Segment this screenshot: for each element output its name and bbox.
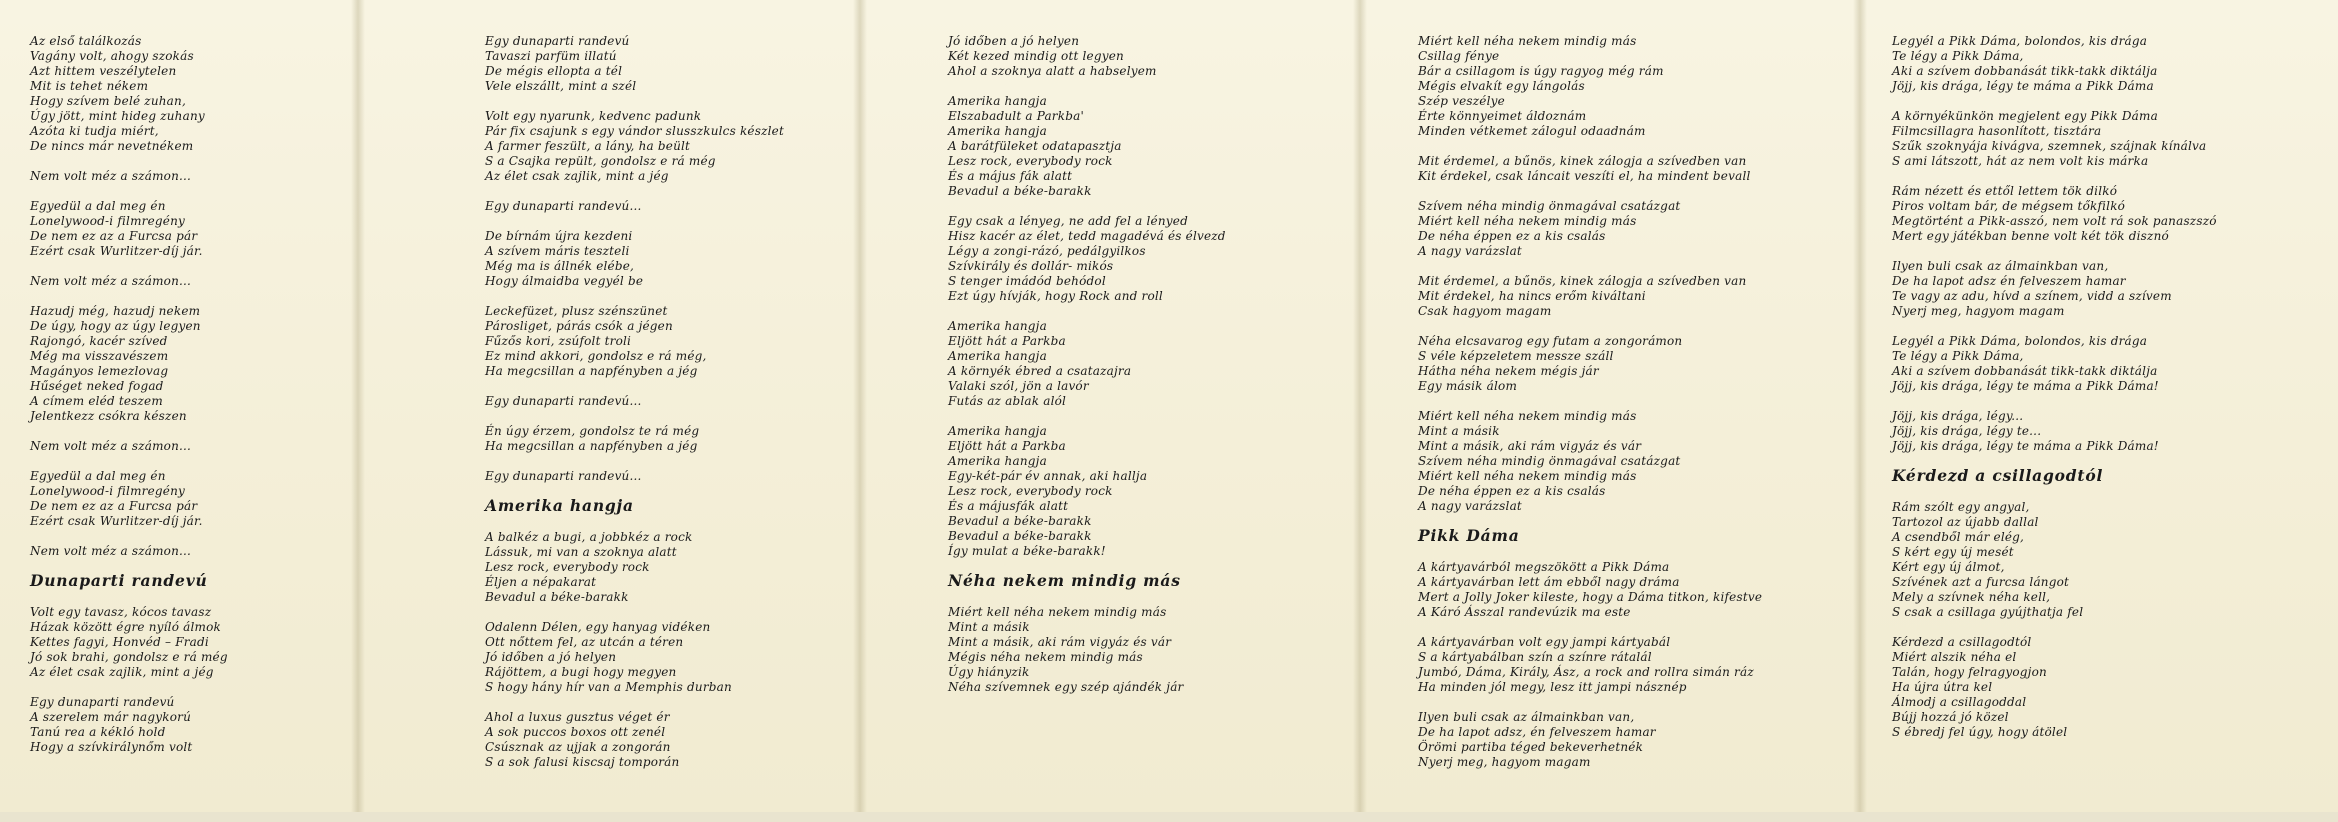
stanza xyxy=(1418,710,1858,770)
stanza xyxy=(485,229,855,289)
stanza xyxy=(1418,34,1858,139)
lyric-line: Ahol a szoknya alatt a habselyem xyxy=(948,64,1157,78)
lyric-line: A Káró Ásszal randevúzik ma este xyxy=(1418,605,1631,619)
song-title: Kérdezd a csillagodtól xyxy=(1892,466,2104,485)
lyric-line: Futás az ablak alól xyxy=(948,394,1067,408)
lyric-line: A kártyavárban lett ám ebből nagy dráma xyxy=(1418,575,1680,589)
lyric-line: Kért egy új álmot, xyxy=(1892,560,2005,574)
stanza-gap xyxy=(485,409,855,424)
stanza-gap xyxy=(1892,244,2332,259)
stanza xyxy=(1418,274,1858,319)
stanza-gap xyxy=(485,94,855,109)
lyric-line: Nem volt méz a számon... xyxy=(30,439,192,453)
lyric-line: Tavaszi parfüm illatú xyxy=(485,49,617,63)
lyric-line: Nyerj meg, hagyom magam xyxy=(1892,304,2065,318)
lyric-line: Azóta ki tudja miért, xyxy=(30,124,159,138)
lyric-line: S ami látszott, hát az nem volt kis márka xyxy=(1892,154,2149,168)
lyric-line: Jöjj, kis drága, légy te máma a Pikk Dáma xyxy=(1892,79,2154,93)
lyric-line: Egy dunaparti randevú xyxy=(485,34,630,48)
lyric-line: A címem eléd teszem xyxy=(30,394,163,408)
stanza-gap xyxy=(948,199,1353,214)
stanza-gap xyxy=(1418,259,1858,274)
stanza xyxy=(485,530,855,605)
lyric-line: Légy a zongi-rázó, pedálgyilkos xyxy=(948,244,1146,258)
lyric-line: S hogy hány hír van a Memphis durban xyxy=(485,680,732,694)
lyric-line: Mit érdemel, a bűnös, kinek zálogja a szívedben van xyxy=(1418,154,1747,168)
lyric-line: Néha elcsavarog egy futam a zongorámon xyxy=(1418,334,1683,348)
lyric-line: Eljött hát a Parkba xyxy=(948,439,1066,453)
stanza-gap xyxy=(1418,394,1858,409)
lyric-line: Leckefüzet, plusz szénszünet xyxy=(485,304,668,318)
stanza xyxy=(1418,334,1858,394)
lyric-line: S kért egy új mesét xyxy=(1892,545,2014,559)
lyric-line: Volt egy tavasz, kócos tavasz xyxy=(30,605,212,619)
lyric-line: Nem volt méz a számon... xyxy=(30,169,192,183)
lyric-line: Filmcsillagra hasonlított, tisztára xyxy=(1892,124,2102,138)
stanza xyxy=(1418,560,1858,620)
lyric-line: Egy dunaparti randevú... xyxy=(485,469,642,483)
lyric-line: Mit érdemel, a bűnös, kinek zálogja a szívedben van xyxy=(1418,274,1747,288)
lyric-line: De mégis ellopta a tél xyxy=(485,64,623,78)
stanza xyxy=(485,620,855,695)
lyric-line: Rám szólt egy angyal, xyxy=(1892,500,2030,514)
stanza xyxy=(1892,109,2332,169)
lyric-line: Hazudj még, hazudj nekem xyxy=(30,304,201,318)
stanza-gap xyxy=(1418,620,1858,635)
lyric-line: Aki a szívem dobbanását tikk-takk diktálja xyxy=(1892,64,2158,78)
lyric-line: A farmer feszült, a lány, ha beült xyxy=(485,139,691,153)
panel-4 xyxy=(1360,0,1860,812)
lyric-line: Tanú rea a kékló hold xyxy=(30,725,166,739)
stanza-gap xyxy=(30,154,350,169)
stanza-gap xyxy=(30,184,350,199)
stanza xyxy=(485,710,855,770)
lyric-line: Csúsznak az ujjak a zongorán xyxy=(485,740,671,754)
lyric-line: De nincs már nevetnékem xyxy=(30,139,194,153)
lyric-line: Rajongó, kacér szíved xyxy=(30,334,168,348)
lyric-line: Jó időben a jó helyen xyxy=(948,34,1080,48)
lyric-line: Megtörtént a Pikk-asszó, nem volt rá sok panaszszó xyxy=(1892,214,2217,228)
lyric-line: Ezt úgy hívják, hogy Rock and roll xyxy=(948,289,1163,303)
lyric-line: Hogy szívem belé zuhan, xyxy=(30,94,186,108)
stanza-gap xyxy=(1418,139,1858,154)
lyric-line: Miért kell néha nekem mindig más xyxy=(948,605,1167,619)
lyric-line: Nem volt méz a számon... xyxy=(30,544,192,558)
lyric-line: Csillag fénye xyxy=(1418,49,1500,63)
song-title: Pikk Dáma xyxy=(1418,526,1520,545)
lyric-line: Ezért csak Wurlitzer-díj jár. xyxy=(30,514,203,528)
lyric-line: Bár a csillagom is úgy ragyog még rám xyxy=(1418,64,1664,78)
stanza xyxy=(30,199,350,259)
lyric-line: Jó időben a jó helyen xyxy=(485,650,617,664)
lyric-line: Azt hittem veszélytelen xyxy=(30,64,177,78)
lyric-line: Ez mind akkori, gondolsz e rá még, xyxy=(485,349,707,363)
lyric-line: Egy másik álom xyxy=(1418,379,1518,393)
lyric-line: Miért kell néha nekem mindig más xyxy=(1418,469,1637,483)
lyric-line: Nem volt méz a számon... xyxy=(30,274,192,288)
lyric-line: S csak a csillaga gyújthatja fel xyxy=(1892,605,2084,619)
stanza-gap xyxy=(1418,695,1858,710)
lyric-line: Lesz rock, everybody rock xyxy=(948,154,1113,168)
lyric-line: Mégis elvakít egy lángolás xyxy=(1418,79,1585,93)
stanza-gap xyxy=(485,454,855,469)
stanza xyxy=(30,274,350,289)
lyric-line: Jöjj, kis drága, légy te máma a Pikk Dáma! xyxy=(1892,379,2159,393)
lyric-line: Ha megcsillan a napfényben a jég xyxy=(485,364,698,378)
lyric-line: Bevadul a béke-barakk xyxy=(485,590,629,604)
stanza-gap xyxy=(1892,319,2332,334)
stanza xyxy=(30,469,350,529)
stanza xyxy=(30,605,350,680)
lyric-line: Piros voltam bár, de mégsem tőkfilkó xyxy=(1892,199,2126,213)
stanza-gap xyxy=(948,409,1353,424)
lyric-line: Bevadul a béke-barakk xyxy=(948,514,1092,528)
lyric-line: Mint a másik, aki rám vigyáz és vár xyxy=(1418,439,1642,453)
lyric-line: Miért kell néha nekem mindig más xyxy=(1418,409,1637,423)
stanza xyxy=(30,544,350,559)
stanza xyxy=(948,214,1353,304)
stanza xyxy=(30,695,350,755)
lyric-line: S véle képzeletem messze száll xyxy=(1418,349,1614,363)
stanza-gap xyxy=(30,529,350,544)
stanza-gap xyxy=(1892,169,2332,184)
stanza-gap xyxy=(485,605,855,620)
lyric-line: Lássuk, mi van a szoknya alatt xyxy=(485,545,677,559)
lyric-line: Úgy jött, mint hideg zuhany xyxy=(30,109,205,123)
lyric-line: A kártyavárból megszökött a Pikk Dáma xyxy=(1418,560,1670,574)
stanza xyxy=(485,34,855,94)
lyric-line: Hisz kacér az élet, tedd magadévá és élvezd xyxy=(948,229,1226,243)
lyric-line: Ha megcsillan a napfényben a jég xyxy=(485,439,698,453)
stanza xyxy=(948,605,1353,695)
stanza xyxy=(1892,409,2332,454)
lyric-line: De nem ez az a Furcsa pár xyxy=(30,499,198,513)
lyric-line: Amerika hangja xyxy=(948,124,1047,138)
lyric-line: Lesz rock, everybody rock xyxy=(485,560,650,574)
lyric-line: Szívem néha mindig önmagával csatázgat xyxy=(1418,454,1681,468)
lyric-line: A sok puccos boxos ott zenél xyxy=(485,725,666,739)
lyric-line: De néha éppen ez a kis csalás xyxy=(1418,484,1606,498)
lyric-line: Volt egy nyarunk, kedvenc padunk xyxy=(485,109,702,123)
stanza-gap xyxy=(30,259,350,274)
lyric-line: Talán, hogy felragyogjon xyxy=(1892,665,2047,679)
stanza-gap xyxy=(1418,319,1858,334)
lyric-line: A környékünkön megjelent egy Pikk Dáma xyxy=(1892,109,2158,123)
lyric-line: Minden vétkemet zálogul odaadnám xyxy=(1418,124,1646,138)
lyric-line: Lesz rock, everybody rock xyxy=(948,484,1113,498)
lyric-line: Vele elszállt, mint a szél xyxy=(485,79,637,93)
lyric-line: Tartozol az újabb dallal xyxy=(1892,515,2039,529)
lyric-line: Lonelywood-i filmregény xyxy=(30,214,185,228)
lyric-line: Ahol a luxus gusztus véget ér xyxy=(485,710,670,724)
stanza xyxy=(1892,635,2332,740)
stanza xyxy=(485,304,855,379)
lyric-line: Rám nézett és ettől lettem tök dilkó xyxy=(1892,184,2118,198)
lyric-line: Szívem néha mindig önmagával csatázgat xyxy=(1418,199,1681,213)
lyric-line: Hűséget neked fogad xyxy=(30,379,164,393)
lyric-line: S tenger imádód behódol xyxy=(948,274,1106,288)
lyric-line: De néha éppen ez a kis csalás xyxy=(1418,229,1606,243)
stanza-gap xyxy=(30,424,350,439)
stanza xyxy=(485,424,855,454)
lyric-line: Te légy a Pikk Dáma, xyxy=(1892,49,2024,63)
stanza xyxy=(1418,154,1858,184)
stanza-gap xyxy=(485,379,855,394)
lyric-line: Ha újra útra kel xyxy=(1892,680,1993,694)
lyric-line: Szűk szoknyája kivágva, szemnek, szájnak kínálva xyxy=(1892,139,2207,153)
lyric-line: Miért kell néha nekem mindig más xyxy=(1418,34,1637,48)
lyric-line: Még ma visszavészem xyxy=(30,349,169,363)
lyric-line: De úgy, hogy az úgy legyen xyxy=(30,319,201,333)
stanza xyxy=(485,469,855,484)
lyric-line: Kérdezd a csillagodtól xyxy=(1892,635,2032,649)
lyric-line: De ha lapot adsz, én felveszem hamar xyxy=(1418,725,1656,739)
column-2 xyxy=(485,34,855,770)
lyric-line: Jöjj, kis drága, légy te... xyxy=(1892,424,2042,438)
stanza xyxy=(485,394,855,409)
lyric-line: Mert egy játékban benne volt két tök disznó xyxy=(1892,229,2169,243)
lyric-line: És a májusfák alatt xyxy=(948,499,1069,513)
lyric-line: Egy dunaparti randevú... xyxy=(485,199,642,213)
stanza-gap xyxy=(948,304,1353,319)
lyric-line: De bírnám újra kezdeni xyxy=(485,229,633,243)
stanza xyxy=(485,199,855,214)
lyric-line: Egy dunaparti randevú... xyxy=(485,394,642,408)
lyric-line: Jumbó, Dáma, Király, Ász, a rock and rollra simán ráz xyxy=(1418,665,1754,679)
lyric-line: Amerika hangja xyxy=(948,454,1047,468)
lyric-line: A barátfüleket odatapasztja xyxy=(948,139,1122,153)
lyric-line: Éljen a népakarat xyxy=(485,575,597,589)
stanza xyxy=(30,439,350,454)
lyric-line: Miért alszik néha el xyxy=(1892,650,2017,664)
lyric-line: Az élet csak zajlik, mint a jég xyxy=(30,665,214,679)
column-4 xyxy=(1418,34,1858,770)
fold-line-4 xyxy=(1853,0,1867,812)
lyric-line: Ilyen buli csak az álmainkban van, xyxy=(1418,710,1635,724)
stanza xyxy=(1892,34,2332,94)
lyric-line: Mint a másik, aki rám vigyáz és vár xyxy=(948,635,1172,649)
lyric-line: Egyedül a dal meg én xyxy=(30,199,166,213)
lyric-line: Hogy a szívkirálynőm volt xyxy=(30,740,193,754)
lyric-line: Bújj hozzá jó közel xyxy=(1892,710,2009,724)
lyric-line: Egy-két-pár év annak, aki hallja xyxy=(948,469,1148,483)
column-3 xyxy=(948,34,1353,695)
fold-line-3 xyxy=(1353,0,1367,812)
stanza xyxy=(948,34,1353,79)
lyric-line: A szívem máris teszteli xyxy=(485,244,630,258)
lyric-line: Te vagy az adu, hívd a színem, vidd a szívem xyxy=(1892,289,2172,303)
fold-line-1 xyxy=(351,0,365,812)
lyric-line: Vagány volt, ahogy szokás xyxy=(30,49,194,63)
lyric-line: Lonelywood-i filmregény xyxy=(30,484,185,498)
stanza-gap xyxy=(1418,184,1858,199)
song-title: Amerika hangja xyxy=(485,496,634,515)
stanza xyxy=(948,319,1353,409)
lyric-line: Néha szívemnek egy szép ajándék jár xyxy=(948,680,1184,694)
lyric-line: Kit érdekel, csak láncait veszíti el, ha mindent bevall xyxy=(1418,169,1751,183)
lyric-line: Két kezed mindig ott legyen xyxy=(948,49,1124,63)
lyric-line: Amerika hangja xyxy=(948,424,1047,438)
stanza-gap xyxy=(485,214,855,229)
lyric-line: Az első találkozás xyxy=(30,34,142,48)
lyric-line: Párosliget, párás csók a jégen xyxy=(485,319,673,333)
lyric-line: Elszabadult a Parkba' xyxy=(948,109,1084,123)
lyric-line: Jöjj, kis drága, légy... xyxy=(1892,409,2024,423)
song-title: Néha nekem mindig más xyxy=(948,571,1181,590)
lyric-line: Szívének azt a furcsa lángot xyxy=(1892,575,2070,589)
stanza xyxy=(485,109,855,184)
lyric-line: Mit érdekel, ha nincs erőm kiváltani xyxy=(1418,289,1646,303)
lyric-line: Egy csak a lényeg, ne add fel a lényed xyxy=(948,214,1188,228)
stanza xyxy=(1418,409,1858,514)
fold-line-2 xyxy=(853,0,867,812)
stanza xyxy=(1892,500,2332,620)
panel-3 xyxy=(860,0,1360,812)
lyric-line: Jöjj, kis drága, légy te máma a Pikk Dáma! xyxy=(1892,439,2159,453)
stanza-gap xyxy=(485,184,855,199)
stanza xyxy=(30,34,350,154)
lyric-line: A kártyavárban volt egy jampi kártyabál xyxy=(1418,635,1671,649)
lyric-line: Miért kell néha nekem mindig más xyxy=(1418,214,1637,228)
lyric-line: S a kártyabálban szín a színre rátalál xyxy=(1418,650,1652,664)
bottom-edge xyxy=(0,812,2338,822)
lyric-line: Amerika hangja xyxy=(948,349,1047,363)
lyric-line: Mely a szívnek néha kell, xyxy=(1892,590,2051,604)
lyric-line: Egyedül a dal meg én xyxy=(30,469,166,483)
lyric-line: Odalenn Délen, egy hanyag vidéken xyxy=(485,620,711,634)
lyric-line: De nem ez az a Furcsa pár xyxy=(30,229,198,243)
lyric-line: Amerika hangja xyxy=(948,319,1047,333)
lyric-line: Mint a másik xyxy=(948,620,1030,634)
stanza xyxy=(1892,259,2332,319)
stanza xyxy=(948,424,1353,559)
lyric-line: Csak hagyom magam xyxy=(1418,304,1552,318)
lyric-line: Bevadul a béke-barakk xyxy=(948,184,1092,198)
lyric-line: Mit is tehet nékem xyxy=(30,79,149,93)
lyric-line: Bevadul a béke-barakk xyxy=(948,529,1092,543)
lyric-line: Jelentkezz csókra készen xyxy=(30,409,187,423)
lyric-line: Mert a Jolly Joker kileste, hogy a Dáma titkon, kifestve xyxy=(1418,590,1763,604)
lyric-line: Eljött hát a Parkba xyxy=(948,334,1066,348)
panel-1 xyxy=(0,0,358,812)
stanza xyxy=(30,169,350,184)
stanza-gap xyxy=(948,79,1353,94)
lyric-line: A csendből már elég, xyxy=(1892,530,2025,544)
lyric-line: Szép veszélye xyxy=(1418,94,1505,108)
lyric-line: Én úgy érzem, gondolsz te rá még xyxy=(485,424,700,438)
stanza-gap xyxy=(30,289,350,304)
lyric-line: Te légy a Pikk Dáma, xyxy=(1892,349,2024,363)
lyric-line: Legyél a Pikk Dáma, bolondos, kis drága xyxy=(1892,34,2148,48)
stanza xyxy=(1892,184,2332,244)
lyric-line: Kettes fagyi, Honvéd – Fradi xyxy=(30,635,209,649)
lyric-line: Örömi partiba téged bekeverhetnék xyxy=(1418,740,1644,754)
panel-2 xyxy=(358,0,860,812)
lyric-line: Így mulat a béke-barakk! xyxy=(948,544,1106,558)
lyric-line: A balkéz a bugi, a jobbkéz a rock xyxy=(485,530,693,544)
lyric-line: Ilyen buli csak az álmainkban van, xyxy=(1892,259,2109,273)
lyric-line: Amerika hangja xyxy=(948,94,1047,108)
lyric-line: S a sok falusi kiscsaj tomporán xyxy=(485,755,680,769)
stanza xyxy=(1418,199,1858,259)
column-1 xyxy=(30,34,350,755)
lyric-line: Pár fix csajunk s egy vándor slusszkulcs készlet xyxy=(485,124,784,138)
stanza xyxy=(1892,334,2332,394)
lyric-line: S a Csajka repült, gondolsz e rá még xyxy=(485,154,716,168)
lyric-line: Rájöttem, a bugi hogy megyen xyxy=(485,665,677,679)
lyric-line: Ezért csak Wurlitzer-díj jár. xyxy=(30,244,203,258)
lyric-line: Magányos lemezlovag xyxy=(30,364,169,378)
lyric-line: Jó sok brahi, gondolsz e rá még xyxy=(30,650,228,664)
lyric-line: Valaki szól, jön a lavór xyxy=(948,379,1089,393)
lyric-line: Ha minden jól megy, lesz itt jampi násznép xyxy=(1418,680,1687,694)
lyric-line: Álmodj a csillagoddal xyxy=(1892,695,2027,709)
lyric-line: Mint a másik xyxy=(1418,424,1500,438)
lyric-line: S ébredj fel úgy, hogy átölel xyxy=(1892,725,2068,739)
lyric-line: A nagy varázslat xyxy=(1418,244,1522,258)
lyric-line: Házak között égre nyíló álmok xyxy=(30,620,222,634)
column-5 xyxy=(1892,34,2332,740)
stanza-gap xyxy=(30,454,350,469)
lyric-line: Hogy álmaidba vegyél be xyxy=(485,274,644,288)
lyric-line: És a május fák alatt xyxy=(948,169,1073,183)
stanza-gap xyxy=(1892,94,2332,109)
lyric-line: Hátha néha nekem mégis jár xyxy=(1418,364,1599,378)
panel-5 xyxy=(1860,0,2338,812)
lyric-line: Szívkirály és dollár- mikós xyxy=(948,259,1114,273)
lyric-line: Az élet csak zajlik, mint a jég xyxy=(485,169,669,183)
lyric-line: Úgy hiányzik xyxy=(948,665,1030,679)
song-title: Dunaparti randevú xyxy=(30,571,208,590)
lyric-line: Nyerj meg, hagyom magam xyxy=(1418,755,1591,769)
stanza-gap xyxy=(1892,394,2332,409)
stanza-gap xyxy=(485,289,855,304)
lyric-line: Egy dunaparti randevú xyxy=(30,695,175,709)
stanza-gap xyxy=(485,695,855,710)
lyric-line: Legyél a Pikk Dáma, bolondos, kis drága xyxy=(1892,334,2148,348)
stanza-gap xyxy=(1892,620,2332,635)
stanza-gap xyxy=(30,680,350,695)
lyric-line: Aki a szívem dobbanását tikk-takk diktálja xyxy=(1892,364,2158,378)
lyric-line: A szerelem már nagykorú xyxy=(30,710,192,724)
stanza xyxy=(30,304,350,424)
lyric-line: Érte könnyeimet áldoznám xyxy=(1418,109,1587,123)
stanza xyxy=(1418,635,1858,695)
stanza xyxy=(948,94,1353,199)
lyric-line: A nagy varázslat xyxy=(1418,499,1522,513)
lyric-line: A környék ébred a csatazajra xyxy=(948,364,1132,378)
lyric-line: De ha lapot adsz én felveszem hamar xyxy=(1892,274,2126,288)
lyric-line: Fűzős kori, zsúfolt troli xyxy=(485,334,632,348)
lyric-line: Ott nőttem fel, az utcán a téren xyxy=(485,635,684,649)
lyric-line: Mégis néha nekem mindig más xyxy=(948,650,1143,664)
lyric-line: Még ma is állnék elébe, xyxy=(485,259,635,273)
